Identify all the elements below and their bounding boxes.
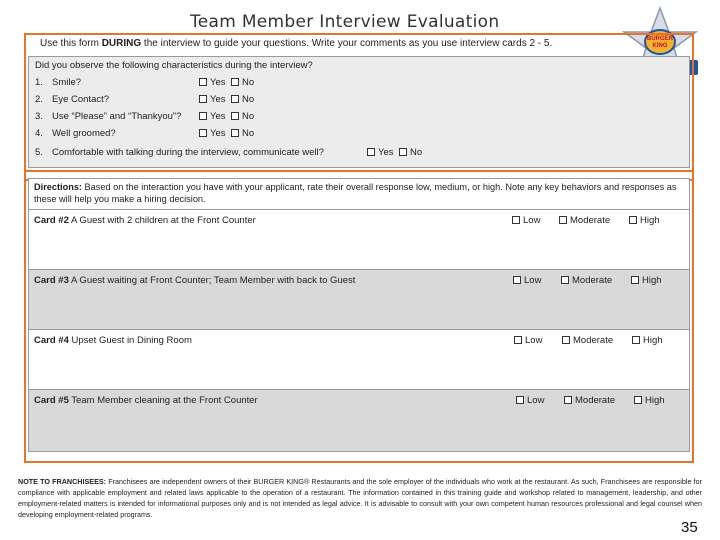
smile-no-option[interactable]: No — [231, 77, 254, 88]
observation-panel — [28, 56, 690, 168]
checkbox-icon[interactable] — [631, 276, 639, 284]
card-5-high-option[interactable]: High — [634, 395, 665, 406]
question-well-groomed: 4. Well groomed? — [35, 128, 116, 139]
comfortable-yes-option[interactable]: Yes — [367, 147, 394, 158]
checkbox-icon[interactable] — [367, 148, 375, 156]
card-label: Card #5 Team Member cleaning at the Front Counter — [34, 395, 258, 406]
checkbox-icon[interactable] — [512, 216, 520, 224]
well-groomed-yes-option[interactable]: Yes — [199, 128, 226, 139]
card-5-row — [28, 390, 690, 452]
checkbox-icon[interactable] — [399, 148, 407, 156]
checkbox-icon[interactable] — [231, 78, 239, 86]
question-eye-contact: 2. Eye Contact? — [35, 94, 110, 105]
svg-text:BURGER: BURGER — [646, 36, 674, 42]
checkbox-icon[interactable] — [513, 276, 521, 284]
question-smile: 1. Smile? — [35, 77, 82, 88]
question-comfortable: 5. Comfortable with talking during the interview, communicate well? — [35, 147, 324, 158]
card-label: Card #4 Upset Guest in Dining Room — [34, 335, 192, 346]
well-groomed-no-option[interactable]: No — [231, 128, 254, 139]
card-2-low-option[interactable]: Low — [512, 215, 540, 226]
directions: Directions: Based on the interaction you have with your applicant, rate their overall response low, medium, or high. Note any key behaviors and responses as these will help you make a hiring decision. — [28, 178, 690, 210]
checkbox-icon[interactable] — [634, 396, 642, 404]
question-please-thankyou: 3. Use “Please” and “Thankyou”? — [35, 111, 182, 122]
checkbox-icon[interactable] — [632, 336, 640, 344]
checkbox-icon[interactable] — [199, 112, 207, 120]
card-4-row — [28, 330, 690, 390]
page-number: 35 — [681, 519, 698, 536]
please-thankyou-no-option[interactable]: No — [231, 111, 254, 122]
card-2-high-option[interactable]: High — [629, 215, 660, 226]
checkbox-icon[interactable] — [199, 129, 207, 137]
smile-yes-option[interactable]: Yes — [199, 77, 226, 88]
card-label: Card #2 A Guest with 2 children at the Front Counter — [34, 215, 256, 226]
checkbox-icon[interactable] — [564, 396, 572, 404]
card-3-row — [28, 270, 690, 330]
card-4-high-option[interactable]: High — [632, 335, 663, 346]
checkbox-icon[interactable] — [514, 336, 522, 344]
instructions: Use this form DURING the interview to guide your questions. Write your comments as you use interview cards 2 - 5. — [40, 38, 553, 49]
checkbox-icon[interactable] — [199, 78, 207, 86]
checkbox-icon[interactable] — [199, 95, 207, 103]
checkbox-icon[interactable] — [559, 216, 567, 224]
card-label: Card #3 A Guest waiting at Front Counter; Team Member with back to Guest — [34, 275, 356, 286]
please-thankyou-yes-option[interactable]: Yes — [199, 111, 226, 122]
card-3-low-option[interactable]: Low — [513, 275, 541, 286]
checkbox-icon[interactable] — [561, 276, 569, 284]
svg-text:KING: KING — [652, 43, 668, 49]
card-5-low-option[interactable]: Low — [516, 395, 544, 406]
card-3-high-option[interactable]: High — [631, 275, 662, 286]
card-2-moderate-option[interactable]: Moderate — [559, 215, 610, 226]
checkbox-icon[interactable] — [562, 336, 570, 344]
franchisee-note: NOTE TO FRANCHISEES: Franchisees are independent owners of their BURGER KING® Restaurants and the sole employer of the individuals who work at the restaurant. As such, Franchisees are responsible for compliance with applicable employment and related laws applicable to the operation of a restaurant. The information contained in this training guide and workshop related to management, leadership, and other employment-related matters is intended for informational purposes only and is not intended as legal advice. It is advisable to consult with your own competent human resources professional and legal counsel when developing employment-related programs. — [18, 477, 702, 519]
comfortable-no-option[interactable]: No — [399, 147, 422, 158]
card-2-row — [28, 210, 690, 270]
observation-heading: Did you observe the following characteristics during the interview? — [35, 60, 313, 71]
checkbox-icon[interactable] — [629, 216, 637, 224]
checkbox-icon[interactable] — [516, 396, 524, 404]
card-3-moderate-option[interactable]: Moderate — [561, 275, 612, 286]
page-title: Team Member Interview Evaluation — [190, 12, 500, 32]
checkbox-icon[interactable] — [231, 129, 239, 137]
card-5-moderate-option[interactable]: Moderate — [564, 395, 615, 406]
checkbox-icon[interactable] — [231, 95, 239, 103]
card-4-moderate-option[interactable]: Moderate — [562, 335, 613, 346]
eye-contact-yes-option[interactable]: Yes — [199, 94, 226, 105]
eye-contact-no-option[interactable]: No — [231, 94, 254, 105]
checkbox-icon[interactable] — [231, 112, 239, 120]
card-4-low-option[interactable]: Low — [514, 335, 542, 346]
